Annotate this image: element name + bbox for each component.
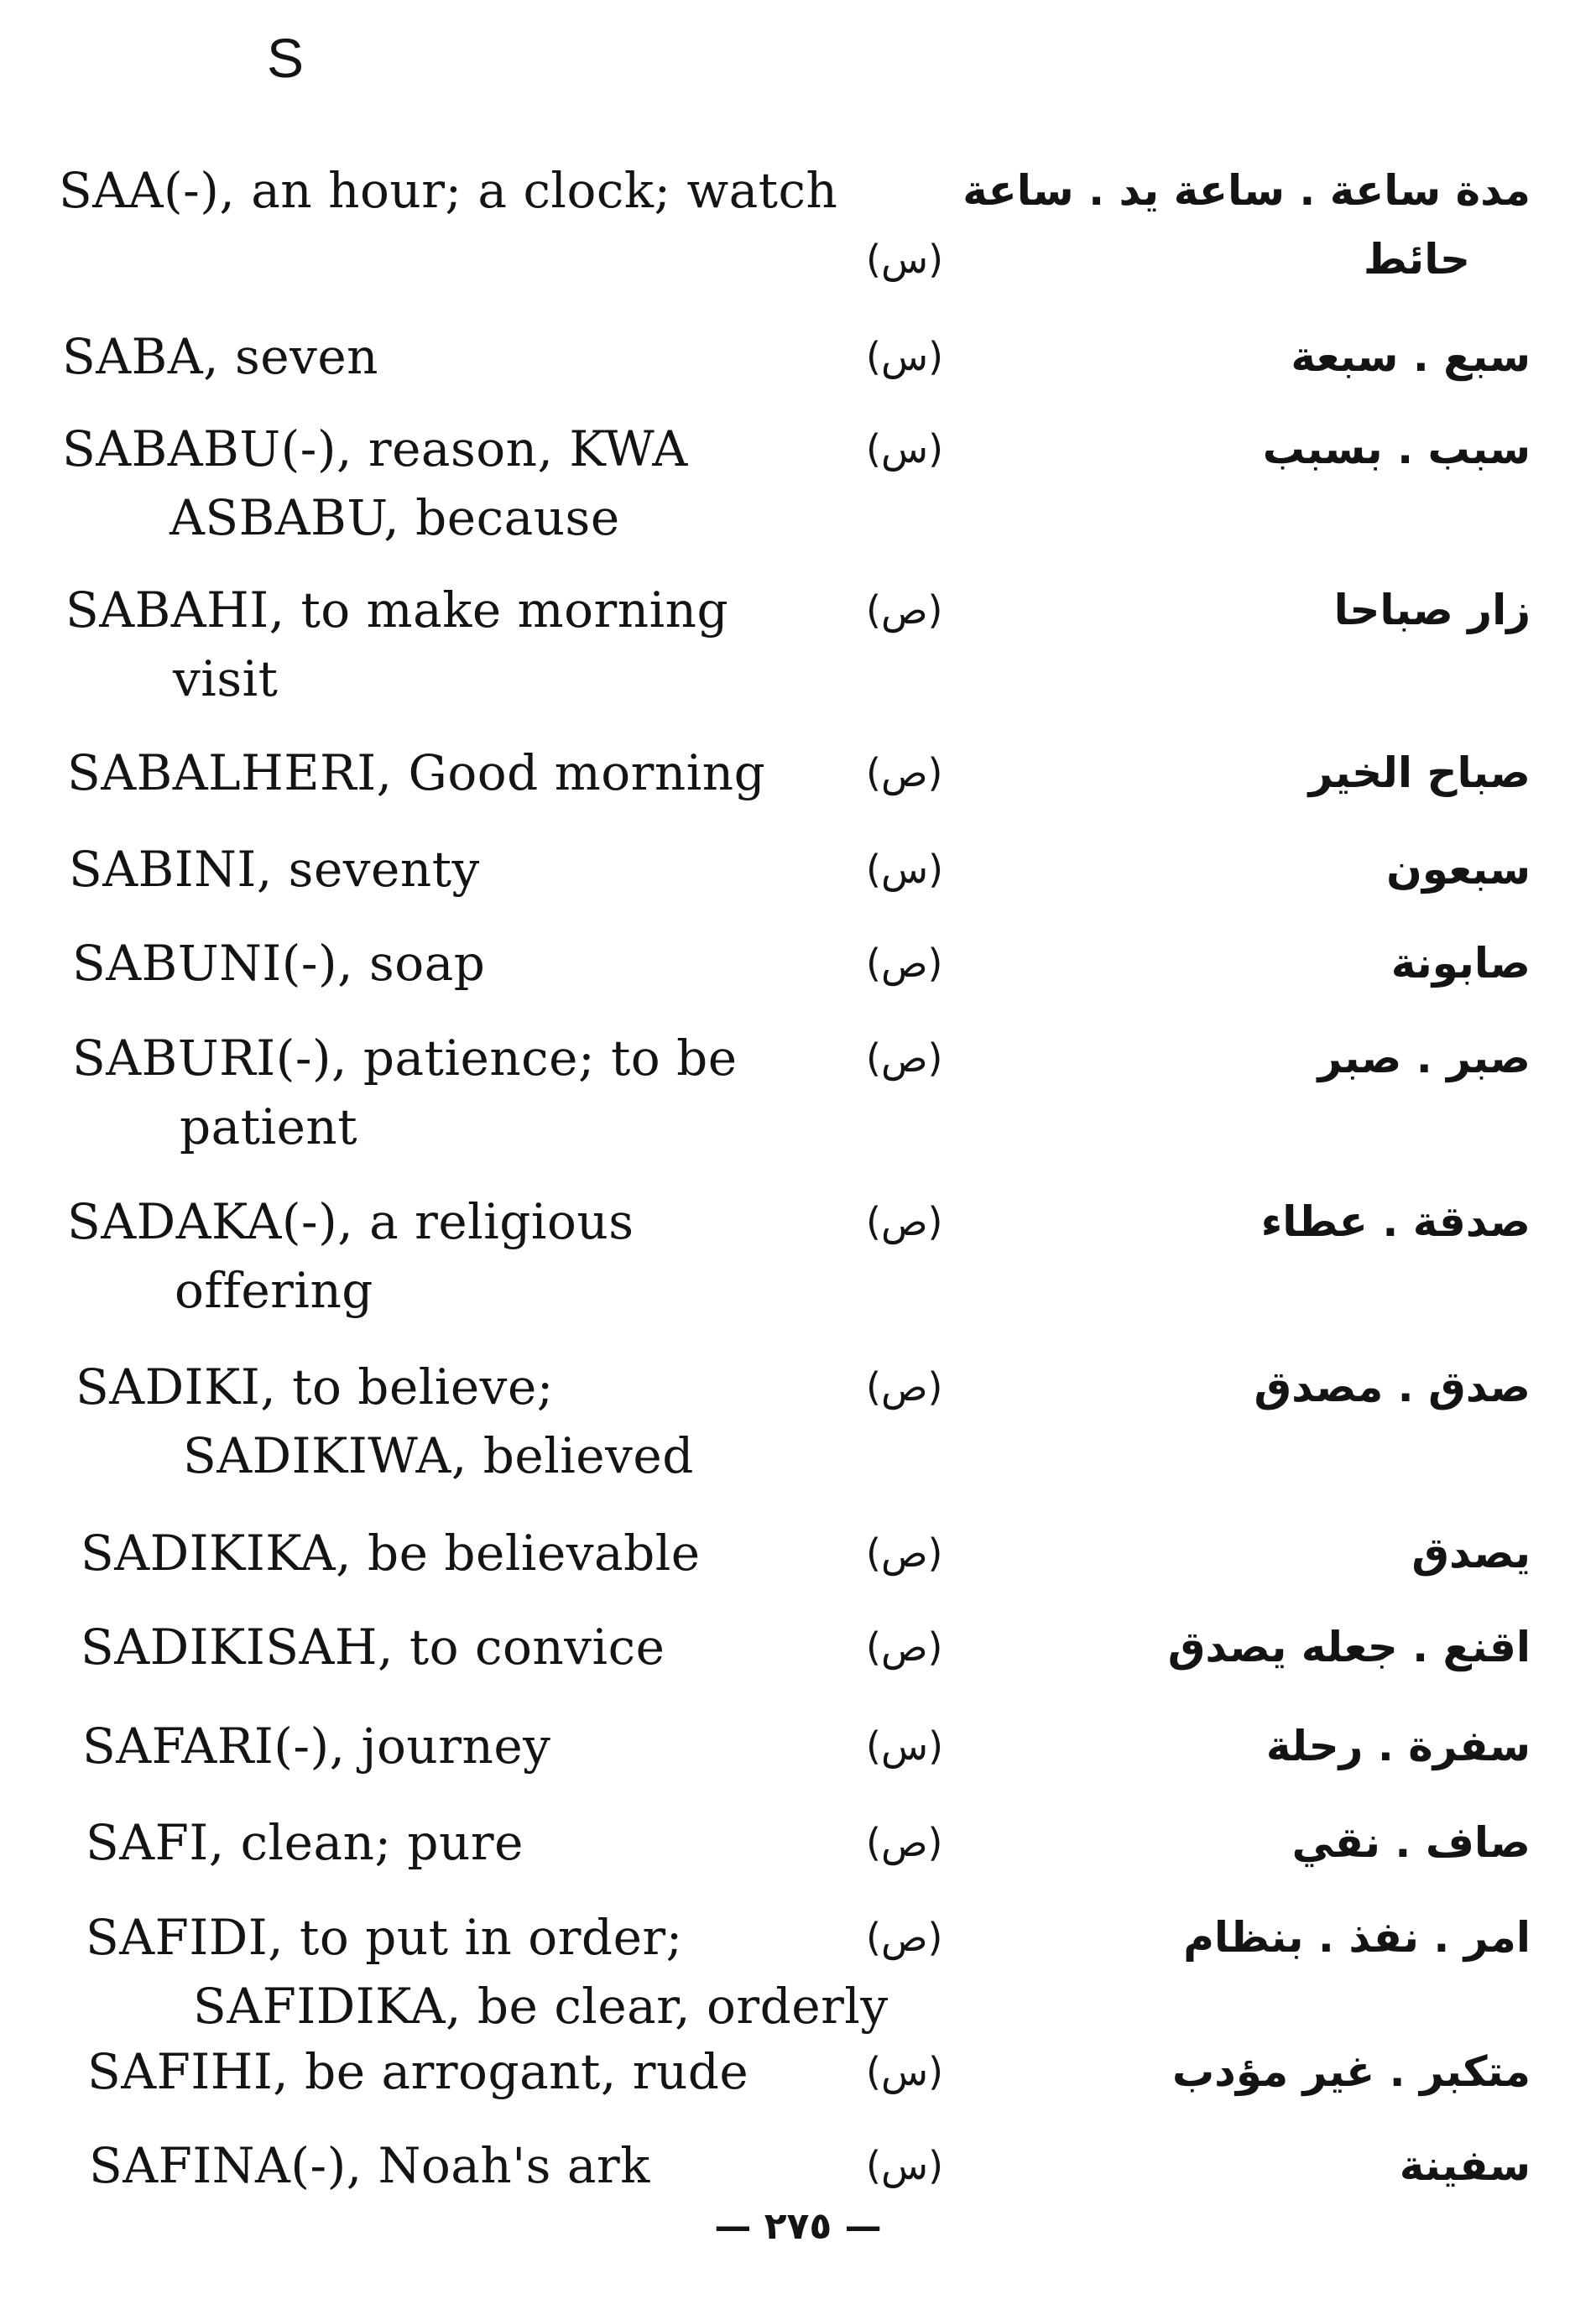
headword-definition bbox=[72, 929, 485, 998]
headword-definition bbox=[81, 1519, 701, 1588]
arabic-translation bbox=[1291, 322, 1531, 391]
arabic-line: صدقة . عطاء bbox=[1260, 1197, 1531, 1246]
arabic-translation bbox=[1411, 1519, 1531, 1588]
page-number: — ٢٧٥ — bbox=[714, 2205, 882, 2248]
headword-definition bbox=[59, 156, 837, 225]
arabic-line: يصدق bbox=[1411, 1529, 1531, 1577]
section-letter: S bbox=[267, 27, 305, 89]
arabic-translation bbox=[962, 156, 1531, 294]
origin-tag: (ص) bbox=[866, 1364, 943, 1410]
arabic-line: مدة ساعة . ساعة يد . ساعة bbox=[962, 166, 1531, 215]
arabic-translation bbox=[1318, 1024, 1531, 1092]
definition-line: SADAKA(-), a religious bbox=[67, 1193, 634, 1250]
arabic-translation bbox=[1391, 929, 1531, 998]
definition-line: SABA, seven bbox=[62, 328, 379, 385]
headword-definition bbox=[89, 2131, 650, 2200]
definition-line: SABURI(-), patience; to be bbox=[72, 1030, 738, 1087]
arabic-translation bbox=[1334, 576, 1531, 644]
headword-definition bbox=[67, 738, 765, 807]
arabic-line: سفرة . رحلة bbox=[1265, 1722, 1531, 1770]
arabic-translation bbox=[1266, 1712, 1531, 1780]
origin-tag: (س) bbox=[866, 334, 944, 379]
definition-continuation: visit bbox=[173, 650, 279, 707]
arabic-translation bbox=[1400, 2131, 1531, 2200]
definition-line: SABINI, seventy bbox=[69, 841, 480, 898]
origin-tag: (ص) bbox=[866, 1915, 943, 1960]
headword-definition bbox=[81, 1613, 665, 1681]
arabic-line: صباح الخير bbox=[1308, 748, 1531, 797]
definition-line: SADIKISAH, to convice bbox=[81, 1619, 665, 1676]
arabic-line: صدق . مصدق bbox=[1254, 1363, 1531, 1411]
arabic-translation bbox=[1292, 1808, 1531, 1877]
arabic-line: صابونة bbox=[1390, 939, 1531, 988]
definition-continuation: SAFIDIKA, be clear, orderly bbox=[193, 1978, 889, 2035]
arabic-translation bbox=[1183, 1903, 1531, 1972]
origin-tag: (ص) bbox=[866, 1199, 943, 1244]
origin-tag: (س) bbox=[866, 237, 944, 282]
headword-definition bbox=[86, 1808, 524, 1877]
definition-line: SAFARI(-), journey bbox=[82, 1718, 551, 1775]
origin-tag: (س) bbox=[866, 426, 944, 472]
headword-definition bbox=[82, 1712, 550, 1780]
arabic-line: سبعون bbox=[1386, 845, 1531, 894]
definition-line: SABALHERI, Good morning bbox=[67, 744, 766, 801]
headword-definition bbox=[72, 1024, 738, 1161]
headword-definition bbox=[62, 414, 688, 552]
definition-line: SADIKIKA, be believable bbox=[81, 1525, 701, 1582]
arabic-line: امر . نفذ . بنظام bbox=[1183, 1913, 1531, 1962]
origin-tag: (ص) bbox=[866, 1530, 943, 1576]
origin-tag: (ص) bbox=[866, 1820, 943, 1865]
origin-tag: (س) bbox=[866, 2049, 944, 2094]
definition-line: SABABU(-), reason, KWA bbox=[62, 420, 688, 477]
arabic-continuation: حائط bbox=[1363, 235, 1470, 284]
arabic-line: سفينة bbox=[1399, 2141, 1531, 2190]
origin-tag: (ص) bbox=[866, 1624, 943, 1670]
definition-line: SAA(-), an hour; a clock; watch bbox=[59, 162, 838, 219]
origin-tag: (س) bbox=[866, 847, 944, 892]
definition-continuation: patient bbox=[180, 1098, 358, 1155]
arabic-translation bbox=[1172, 2037, 1531, 2106]
arabic-line: سبب . بسبب bbox=[1262, 425, 1531, 473]
headword-definition bbox=[67, 1187, 634, 1325]
arabic-translation bbox=[1254, 1353, 1531, 1421]
arabic-line: صبر . صبر bbox=[1317, 1034, 1531, 1082]
arabic-line: متكبر . غير مؤدب bbox=[1171, 2047, 1531, 2096]
headword-definition bbox=[87, 2037, 748, 2106]
arabic-line: اقنع . جعله يصدق bbox=[1167, 1623, 1531, 1671]
headword-definition bbox=[76, 1353, 694, 1490]
headword-definition bbox=[86, 1903, 889, 2041]
arabic-line: سبع . سبعة bbox=[1291, 332, 1531, 381]
arabic-translation bbox=[1261, 1187, 1531, 1256]
arabic-translation bbox=[1386, 835, 1531, 904]
origin-tag: (س) bbox=[866, 1723, 944, 1769]
definition-line: SAFINA(-), Noah's ark bbox=[89, 2137, 650, 2194]
origin-tag: (ص) bbox=[866, 941, 943, 986]
definition-line: SAFI, clean; pure bbox=[86, 1814, 524, 1871]
definition-continuation: ASBABU, because bbox=[170, 489, 620, 546]
definition-continuation: SADIKIWA, believed bbox=[183, 1427, 694, 1484]
origin-tag: (ص) bbox=[866, 587, 943, 633]
arabic-translation bbox=[1168, 1613, 1531, 1681]
arabic-line: صاف . نقي bbox=[1291, 1818, 1531, 1867]
headword-definition bbox=[69, 835, 480, 904]
origin-tag: (س) bbox=[866, 2143, 944, 2188]
arabic-translation bbox=[1263, 414, 1531, 483]
headword-definition bbox=[62, 322, 378, 391]
definition-line: SAFIDI, to put in order; bbox=[86, 1909, 683, 1966]
definition-line: SABAHI, to make morning bbox=[65, 581, 729, 639]
headword-definition bbox=[65, 576, 728, 713]
definition-line: SADIKI, to believe; bbox=[76, 1358, 554, 1415]
definition-continuation: offering bbox=[175, 1262, 373, 1319]
origin-tag: (ص) bbox=[866, 1035, 943, 1081]
arabic-line: زار صباحا bbox=[1333, 586, 1531, 634]
arabic-translation bbox=[1309, 738, 1531, 807]
definition-line: SAFIHI, be arrogant, rude bbox=[87, 2043, 749, 2100]
origin-tag: (ص) bbox=[866, 750, 943, 795]
definition-line: SABUNI(-), soap bbox=[72, 935, 486, 992]
